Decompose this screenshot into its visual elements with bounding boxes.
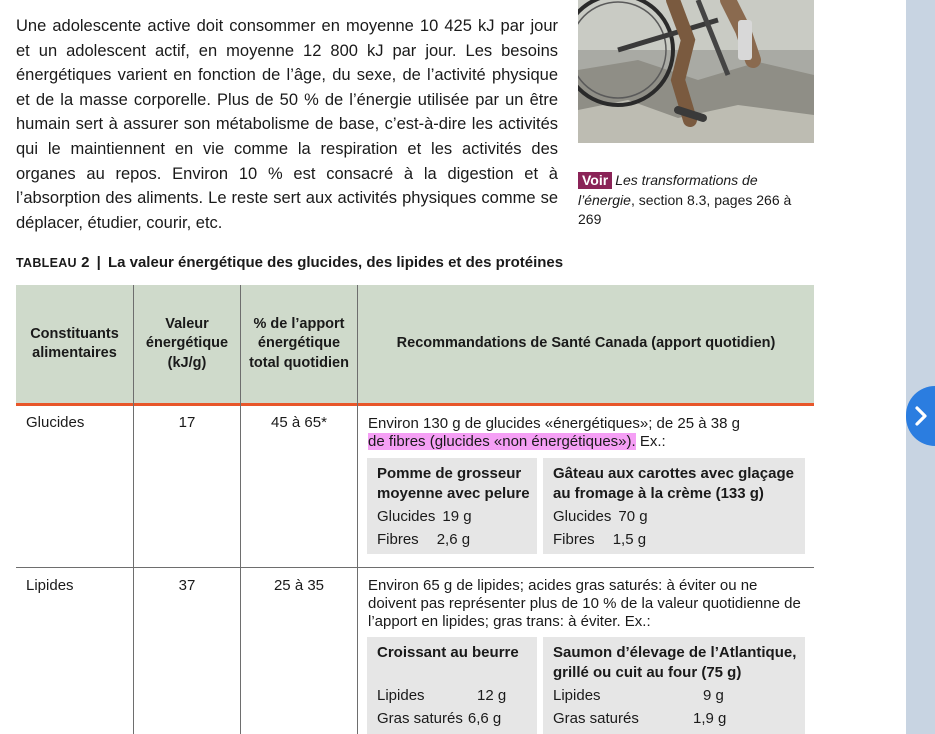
example-item [553, 507, 648, 527]
item-key: Gras saturés [377, 710, 463, 727]
item-key: Fibres [553, 531, 595, 548]
row-lipides-percent: 25 à 35 [273, 577, 325, 594]
row-glucides-rec [368, 415, 808, 451]
voir-title: Les transformations de l’énergie [578, 172, 758, 208]
cyclist-photo-image [578, 0, 814, 143]
row-lipides-rec: Environ 65 g de lipides; acides gras saturés: à éviter ou ne doivent pas représenter plus de 10 % de la valeur quotidienne de l’apport en lipides; gras trans: à éviter. Ex.: [368, 577, 801, 630]
row-lipides-value: 37 [178, 577, 196, 594]
item-value: 9 g [703, 687, 724, 704]
item-value: 1,9 g [693, 710, 727, 727]
item-key: Lipides [377, 687, 425, 704]
row-lipides-name: Lipides [26, 577, 74, 594]
body-paragraph: Une adolescente active doit consommer en moyenne 10 425 kJ par jour et un adolescent actif, en moyenne 12 800 kJ par jour. Les besoins énergétiques varient en fonction de l’âge, du sexe, de l’activité physique et de la masse corporelle. Plus de 50 % de l’énergie utilisée par un être humain sert à assurer son métabolisme de base, c’est-à-dire les activités qui le maintiennent en vie comme la respiration et les activités des organes au repos. Environ 10 % est consacré à la digestion et à l’absorption des aliments. Le reste sert aux activités physiques comme se déplacer, étudier, courir, etc. [16, 17, 558, 232]
row-glucides-percent: 45 à 65* [271, 414, 327, 431]
rec-highlight: de fibres (glucides «non énergétiques»). [368, 433, 636, 450]
header-valeur: Valeur énergétique (kJ/g) [145, 315, 229, 371]
example-item [377, 709, 501, 729]
row-glucides-name: Glucides [26, 414, 85, 431]
example-item [553, 530, 646, 550]
item-value: 12 g [477, 687, 507, 704]
item-value: 19 g [442, 508, 472, 525]
rec-tail: Ex.: [635, 433, 666, 450]
item-key: Lipides [553, 687, 601, 704]
example-item [553, 709, 726, 729]
example-title: Gâteau aux carottes avec glaçage au fromage à la crème (133 g) [553, 465, 794, 502]
voir-ref: , section 8.3, pages 266 à 269 [578, 191, 792, 227]
example-item [553, 686, 724, 706]
example-box [543, 458, 805, 554]
table-label: TABLEAU [16, 256, 77, 270]
item-value: 6,6 g [467, 710, 502, 727]
item-key: Gras saturés [553, 710, 639, 727]
header-constituants: Constituants alimentaires [30, 325, 119, 361]
example-box [367, 458, 537, 554]
item-key: Glucides [553, 508, 612, 525]
rec-line1: Environ 130 g de glucides «énergétiques»; de 25 à 38 g [368, 415, 740, 432]
item-value: 70 g [618, 508, 648, 525]
item-value: 1,5 g [612, 531, 647, 548]
header-percent: % de l’apport énergétique total quotidien [249, 315, 349, 371]
example-box [367, 637, 537, 734]
row-glucides-value: 17 [178, 414, 196, 431]
example-item [377, 686, 506, 706]
table-title-text: La valeur énergétique des glucides, des lipides et des protéines [107, 254, 564, 271]
header-recommandations: Recommandations de Santé Canada (apport quotidien) [396, 335, 776, 352]
example-title: Saumon d’élevage de l’Atlantique, grillé ou cuit au four (75 g) [553, 644, 797, 681]
table-title [16, 254, 563, 271]
side-rail [906, 0, 935, 734]
voir-badge: Voir [578, 172, 612, 189]
table-title-separator: | [96, 254, 101, 271]
example-box [543, 637, 805, 734]
example-item [377, 530, 470, 550]
example-title: Pomme de grosseur moyenne avec pelure [377, 465, 530, 502]
table-number: 2 [81, 254, 90, 271]
item-value: 2,6 g [436, 531, 471, 548]
row-divider [16, 567, 814, 568]
cyclist-photo [578, 0, 814, 143]
chevron-right-icon [914, 405, 928, 427]
item-key: Fibres [377, 531, 419, 548]
example-item [377, 507, 472, 527]
see-also-reference[interactable] [578, 171, 808, 230]
item-key: Glucides [377, 508, 436, 525]
header-rule [16, 403, 814, 406]
example-title: Croissant au beurre [377, 644, 519, 661]
